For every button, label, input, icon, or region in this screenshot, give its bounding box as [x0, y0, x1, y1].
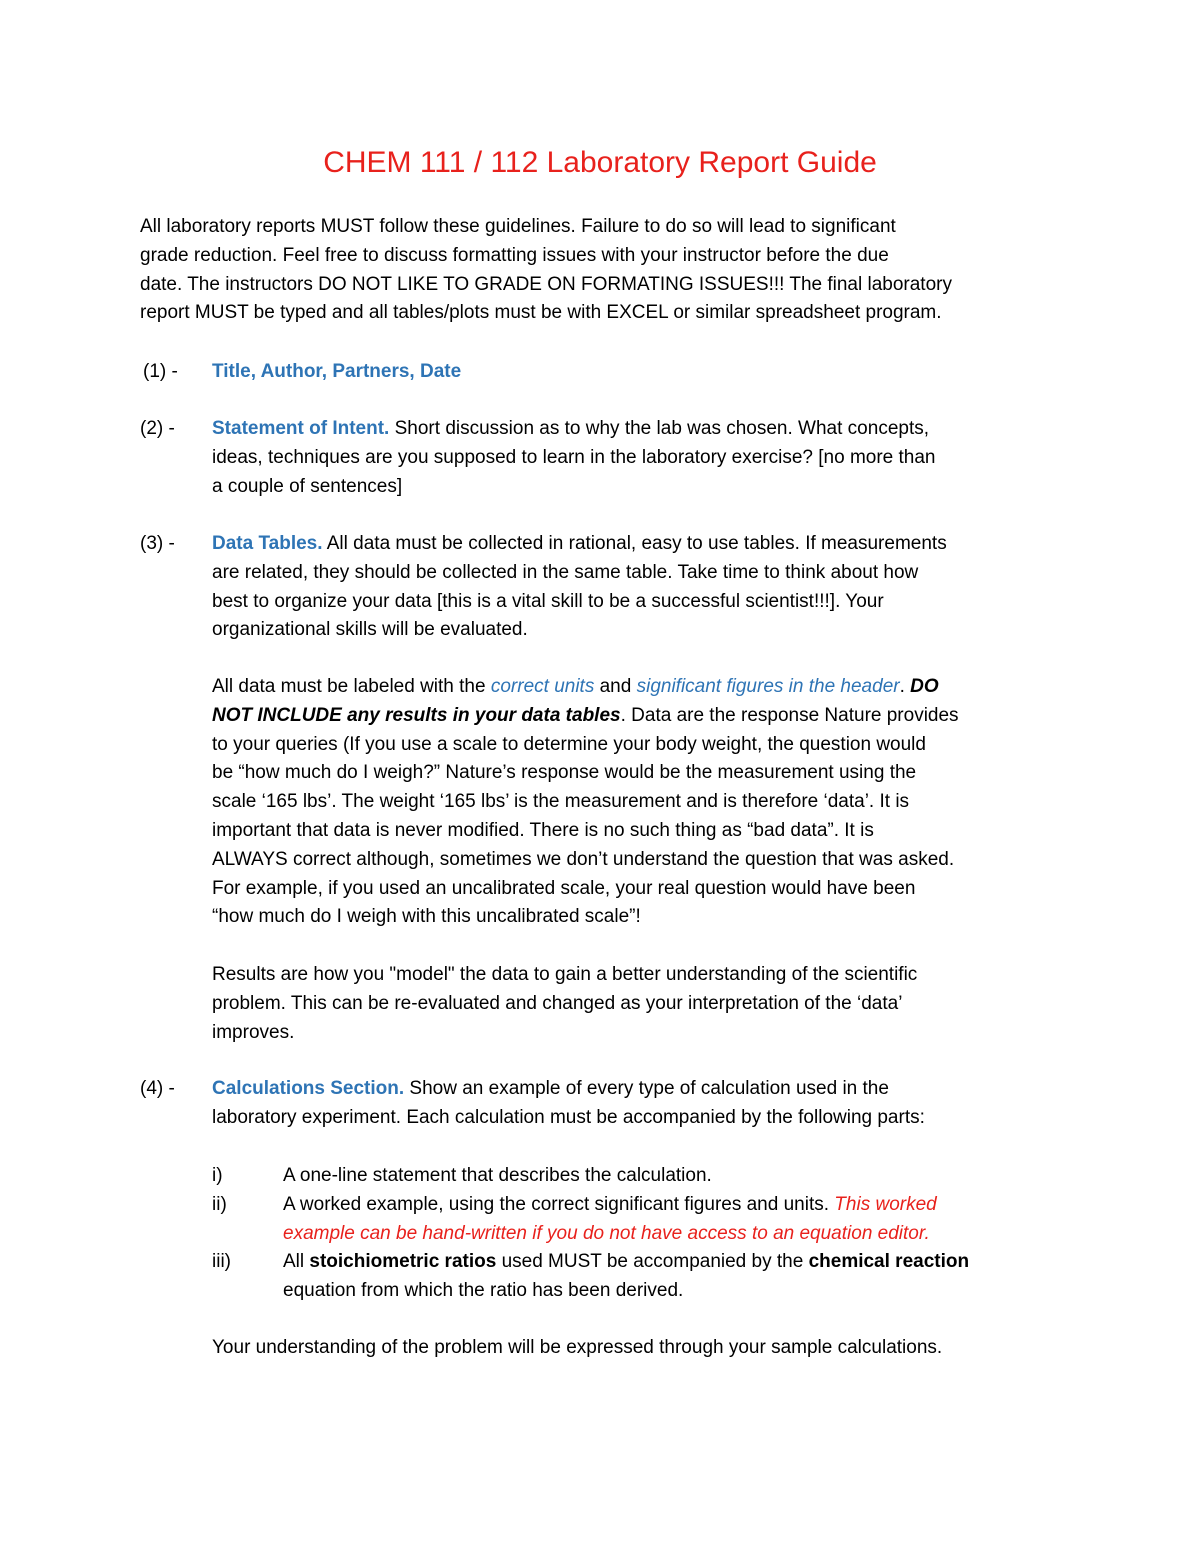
list-item-text: used MUST be accompanied by the	[496, 1251, 809, 1272]
section-2	[212, 415, 1072, 501]
list-item-text: equation from which the ratio has been derived.	[283, 1279, 684, 1301]
list-marker: iii)	[212, 1251, 231, 1272]
intro-line: date. The instructors DO NOT LIKE TO GRADE ON FORMATING ISSUES!!! The final laboratory	[140, 273, 952, 295]
data-text: scale ‘165 lbs’. The weight ‘165 lbs’ is the measurement and is therefore ‘data’. It is	[212, 791, 910, 813]
list-item	[283, 1162, 1083, 1191]
results-paragraph	[212, 961, 1072, 1047]
hand-written-note: example can be hand-written if you do not have access to an equation editor.	[283, 1222, 930, 1244]
data-text: ALWAYS correct although, sometimes we don’t understand the question that was asked.	[212, 848, 955, 870]
data-paragraph	[212, 673, 1072, 932]
do-not-include-emphasis: DO	[910, 676, 939, 697]
data-text: to your queries (If you use a scale to determine your body weight, the question would	[212, 733, 926, 755]
intro-line: report MUST be typed and all tables/plots must be with EXCEL or similar spreadsheet program.	[140, 302, 942, 324]
section-3-text: All data must be collected in rational, easy to use tables. If measurements	[322, 533, 947, 554]
data-text: “how much do I weigh with this uncalibrated scale”!	[212, 906, 641, 928]
page-title: CHEM 111 / 112 Laboratory Report Guide	[323, 146, 877, 179]
list-item-text: All	[283, 1251, 310, 1272]
results-text: problem. This can be re-evaluated and changed as your interpretation of the ‘data’	[212, 992, 903, 1014]
section-2-text: ideas, techniques are you supposed to learn in the laboratory exercise? [no more than	[212, 446, 936, 468]
data-text: important that data is never modified. There is no such thing as “bad data”. It is	[212, 819, 874, 841]
intro-paragraph	[140, 213, 1060, 328]
section-4-number: (4) -	[140, 1078, 175, 1099]
section-1	[212, 358, 1072, 387]
data-text: .	[899, 676, 911, 697]
list-item	[283, 1248, 1083, 1306]
list-item	[283, 1191, 1083, 1249]
results-text: Results are how you "model" the data to gain a better understanding of the scientific	[212, 964, 918, 985]
list-marker: ii)	[212, 1194, 227, 1215]
data-text: be “how much do I weigh?” Nature’s response would be the measurement using the	[212, 762, 917, 784]
section-3-number: (3) -	[140, 533, 175, 554]
section-4-heading: Calculations Section.	[212, 1078, 405, 1099]
section-2-number: (2) -	[140, 418, 175, 439]
data-text: and	[594, 676, 637, 697]
section-3	[212, 530, 1072, 645]
section-3-text: best to organize your data [this is a vital skill to be a successful scientist!!!]. Your	[212, 590, 884, 612]
correct-units-emphasis: correct units	[490, 676, 595, 697]
data-text: . Data are the response Nature provides	[620, 704, 959, 726]
data-text: All data must be labeled with the	[212, 676, 491, 697]
list-item-text: A one-line statement that describes the calculation.	[283, 1165, 712, 1186]
closing-text: Your understanding of the problem will be expressed through your sample calculations.	[212, 1337, 943, 1358]
section-3-text: organizational skills will be evaluated.	[212, 619, 528, 641]
intro-line: All laboratory reports MUST follow these guidelines. Failure to do so will lead to significant	[140, 216, 896, 237]
sig-fig-emphasis: significant figures in the header	[636, 676, 900, 697]
do-not-include-emphasis: NOT INCLUDE any results in your data tables	[212, 704, 621, 726]
section-3-heading: Data Tables.	[212, 533, 323, 554]
list-marker: i)	[212, 1165, 223, 1186]
section-1-heading: Title, Author, Partners, Date	[212, 361, 462, 382]
data-text: For example, if you used an uncalibrated scale, your real question would have been	[212, 877, 916, 899]
section-2-text: a couple of sentences]	[212, 475, 403, 497]
intro-line: grade reduction. Feel free to discuss formatting issues with your instructor before the due	[140, 244, 889, 266]
chemical-reaction-emphasis: chemical reaction	[808, 1251, 970, 1272]
closing-paragraph	[212, 1334, 1072, 1363]
hand-written-note: This worked	[834, 1194, 937, 1215]
section-2-heading: Statement of Intent.	[212, 418, 390, 439]
section-1-number: (1) -	[143, 361, 178, 382]
section-4-text: laboratory experiment. Each calculation must be accompanied by the following parts:	[212, 1106, 925, 1128]
section-4-text: Show an example of every type of calculation used in the	[404, 1078, 889, 1099]
stoichiometric-emphasis: stoichiometric ratios	[309, 1251, 497, 1272]
section-3-text: are related, they should be collected in the same table. Take time to think about how	[212, 561, 919, 583]
results-text: improves.	[212, 1021, 295, 1043]
section-4	[212, 1075, 1072, 1133]
section-2-text: Short discussion as to why the lab was chosen. What concepts,	[389, 418, 930, 439]
list-item-text: A worked example, using the correct significant figures and units.	[283, 1194, 835, 1215]
